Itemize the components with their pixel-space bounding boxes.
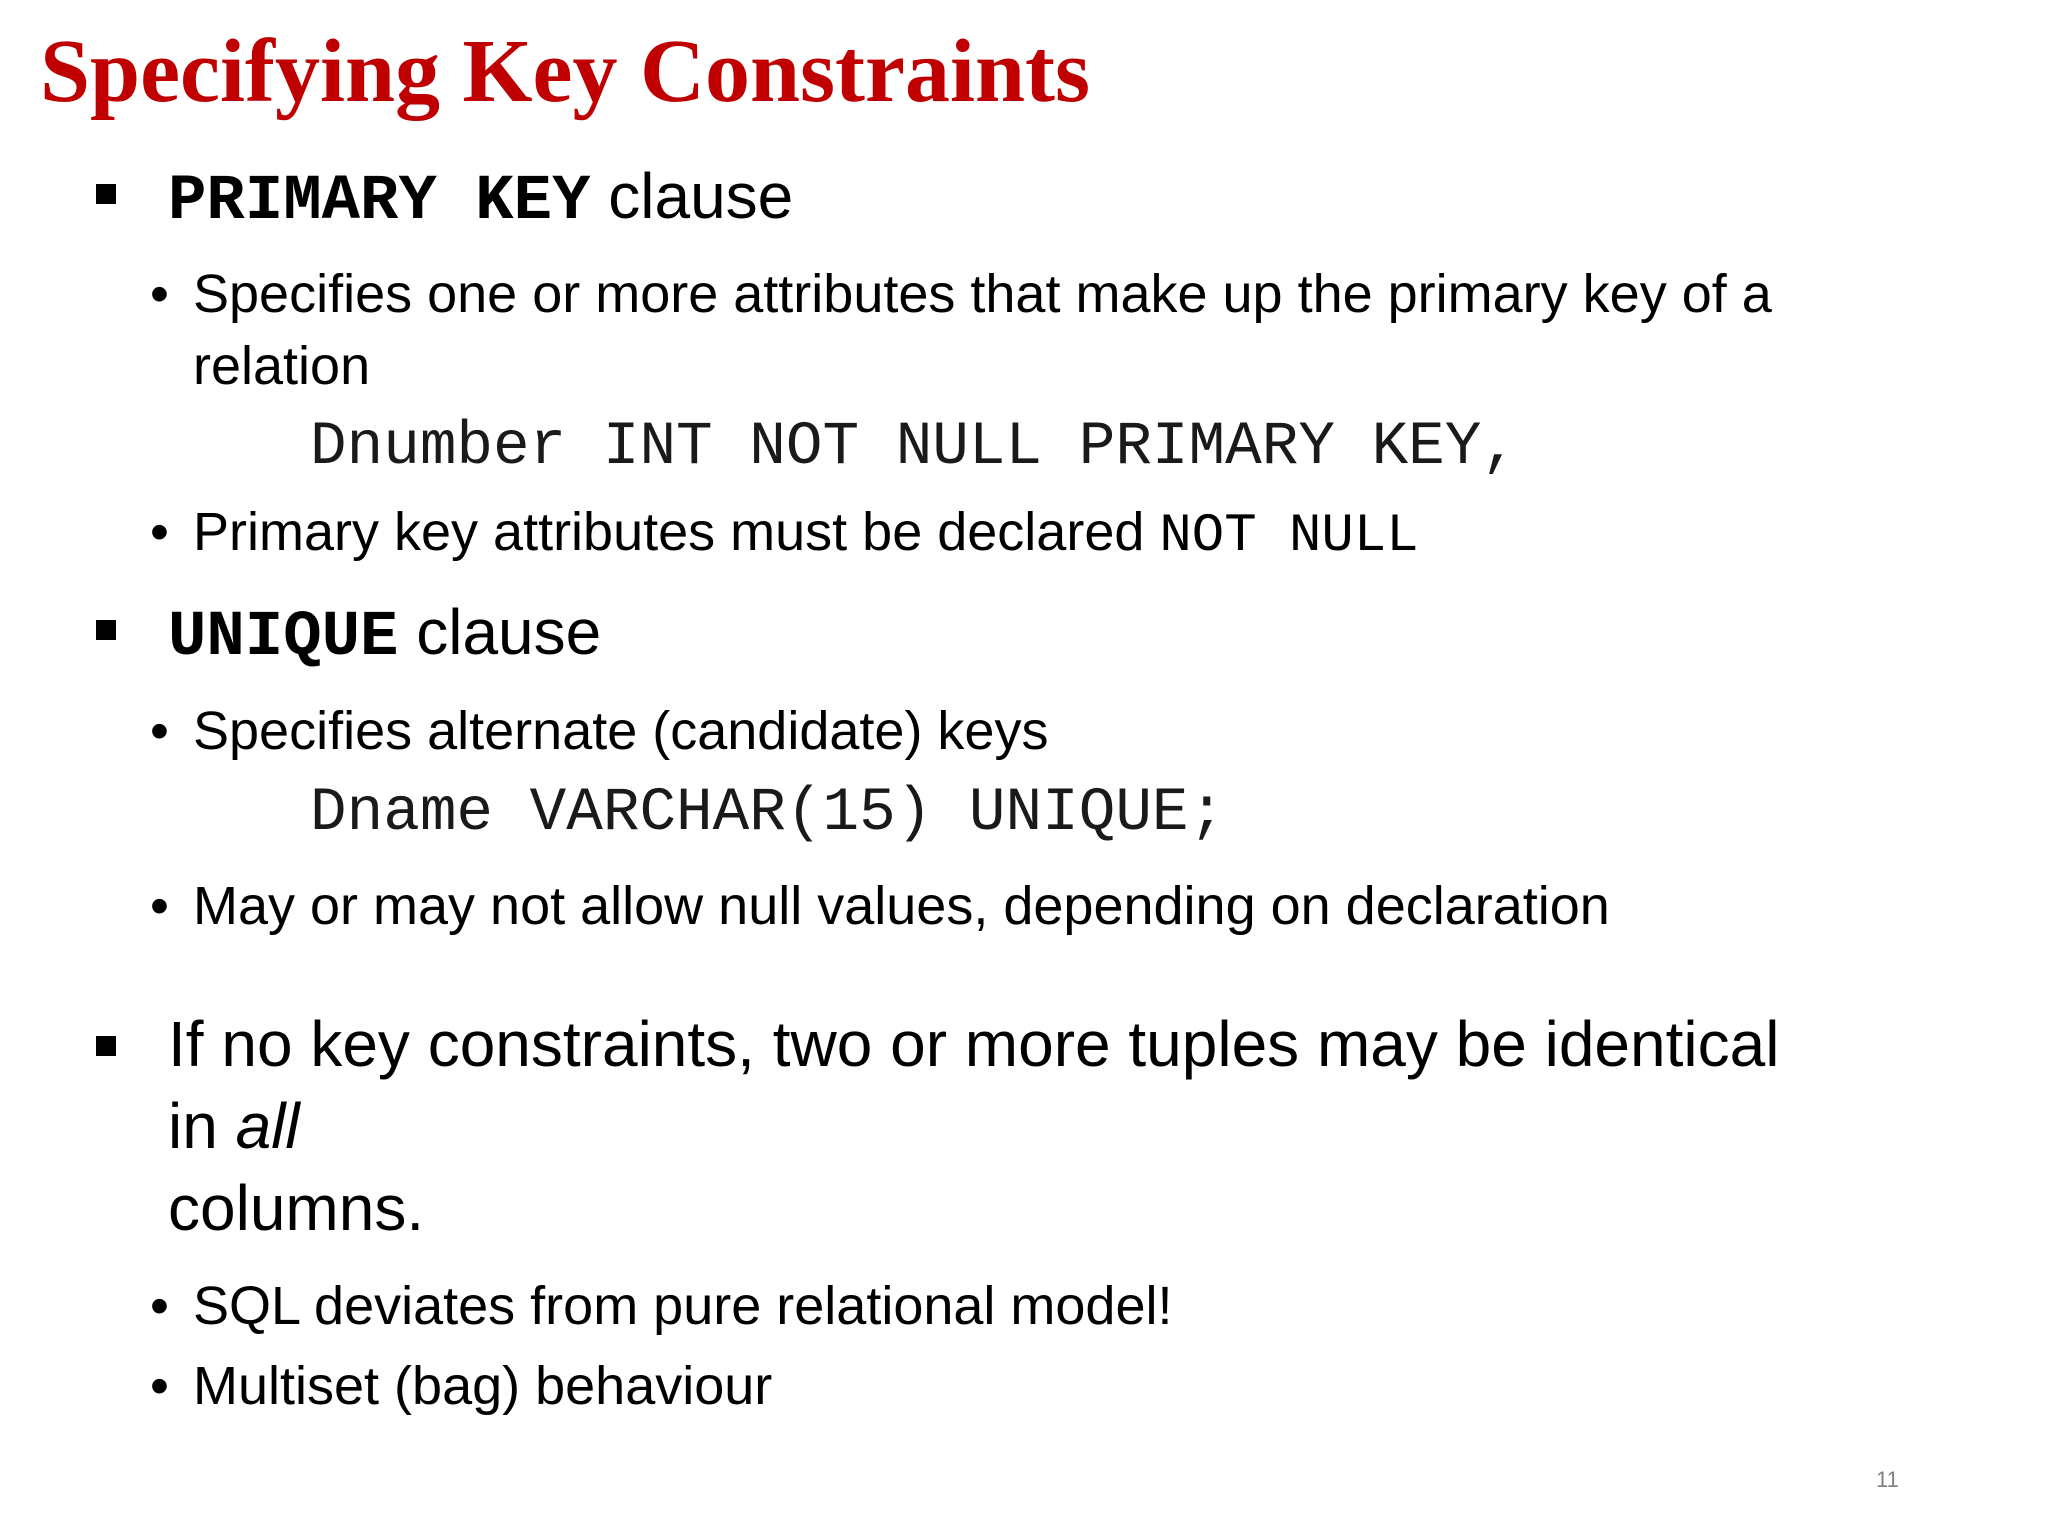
dot-bullet-icon: • — [150, 701, 169, 761]
bullet-text-line2: relation — [193, 336, 371, 396]
section-heading-unique — [168, 594, 601, 676]
primary-key-clause-text: clause — [590, 160, 794, 232]
bullet-text: Primary key attributes must be declared — [193, 502, 1160, 562]
section-no-key-line2 — [168, 1088, 300, 1164]
square-bullet-icon — [96, 184, 116, 204]
section-heading-primary-key — [168, 158, 793, 240]
code-example-primary-key: Dnumber INT NOT NULL PRIMARY KEY, — [310, 413, 1518, 482]
dot-bullet-icon: • — [150, 502, 169, 562]
bullet-primary-key-not-null — [193, 500, 1419, 569]
not-null-code: NOT NULL — [1159, 506, 1419, 567]
unique-keyword: UNIQUE — [168, 602, 399, 674]
in-text: in — [168, 1090, 236, 1162]
bullet-text: Specifies alternate (candidate) keys — [193, 701, 1049, 761]
bullet-primary-key-specifies-cont — [193, 334, 370, 398]
slide-title: Specifying Key Constraints — [40, 22, 1091, 121]
bullet-text: May or may not allow null values, depending on declaration — [193, 876, 1610, 936]
bullet-text: Multiset (bag) behaviour — [193, 1356, 773, 1416]
dot-bullet-icon: • — [150, 1276, 169, 1336]
bullet-unique-null-values — [193, 874, 1610, 938]
all-emphasis: all — [235, 1090, 300, 1162]
bullet-text-line1: Specifies one or more attributes that make up the primary key of a — [193, 264, 1772, 324]
section-no-key-line3: columns. — [168, 1172, 425, 1244]
bullet-unique-alternate-keys — [193, 699, 1048, 763]
bullet-text: SQL deviates from pure relational model! — [193, 1276, 1173, 1336]
dot-bullet-icon: • — [150, 876, 169, 936]
dot-bullet-icon: • — [150, 264, 169, 324]
section-no-key-line1: If no key constraints, two or more tuples may be identical — [168, 1008, 1780, 1080]
unique-clause-text: clause — [398, 596, 602, 668]
primary-key-keyword: PRIMARY KEY — [168, 166, 591, 238]
bullet-primary-key-specifies — [193, 262, 1772, 326]
slide-number: 11 — [1876, 1467, 1899, 1492]
bullet-sql-deviates — [193, 1274, 1173, 1338]
code-example-unique: Dname VARCHAR(15) UNIQUE; — [310, 779, 1226, 848]
square-bullet-icon — [96, 620, 116, 640]
square-bullet-icon — [96, 1036, 116, 1056]
dot-bullet-icon: • — [150, 1356, 169, 1416]
bullet-multiset — [193, 1354, 772, 1418]
